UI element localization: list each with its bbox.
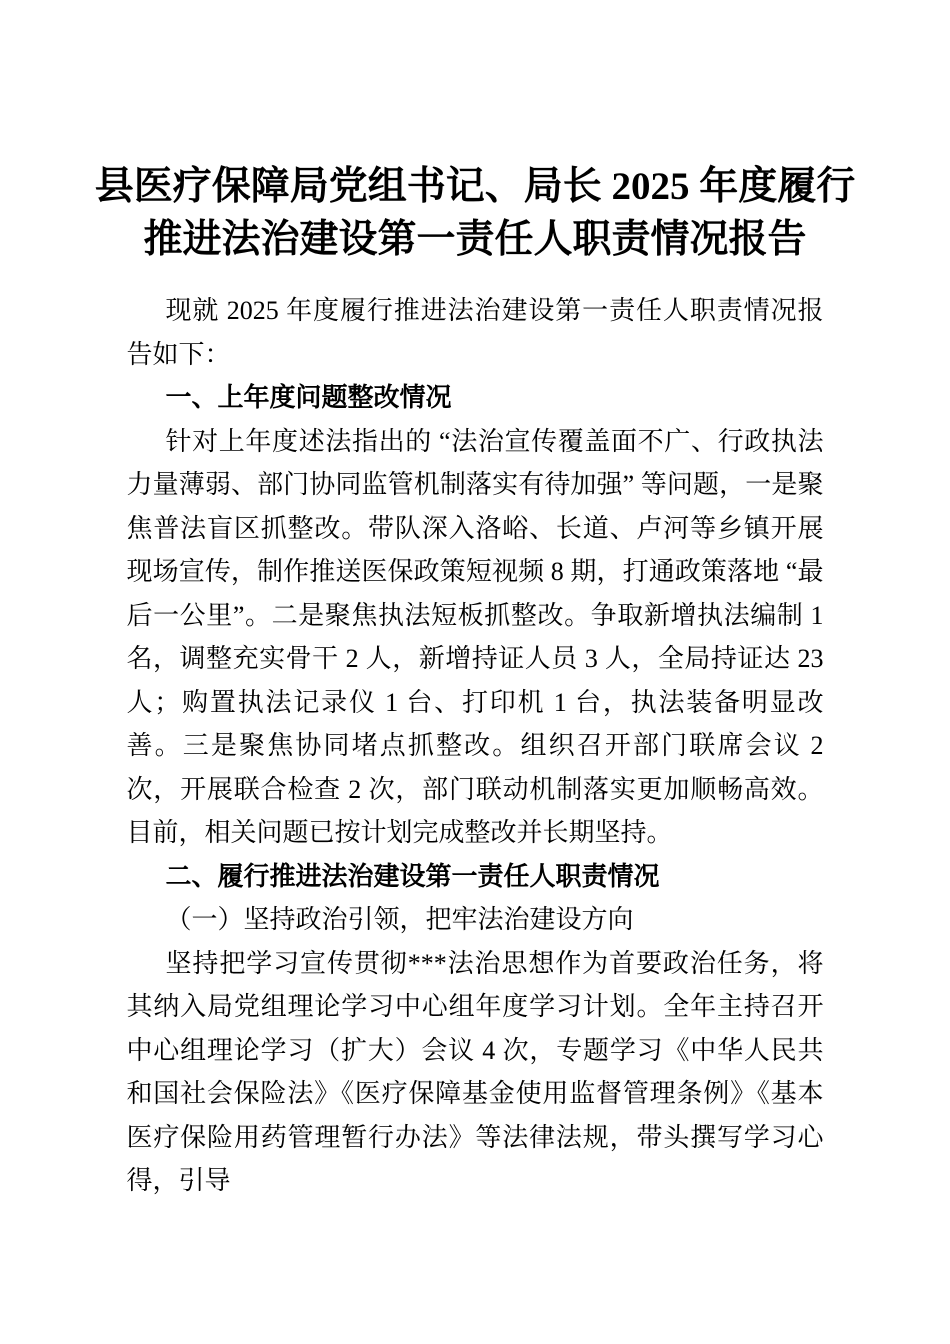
- document-title-line-2: 推进法治建设第一责任人职责情况报告: [143, 218, 807, 261]
- document-body: [127, 289, 824, 1203]
- document-title: [82, 160, 869, 266]
- sub-section-heading: （一）坚持政治引领，把牢法治建设方向: [165, 905, 634, 934]
- document-title-line-1: 县医疗保障局党组书记、局长 2025 年度履行: [94, 165, 856, 208]
- body-paragraph: 针对上年度述法指出的 “法治宣传覆盖面不广、行政执法力量薄弱、部门协同监管机制落实有待加强” 等问题，一是聚焦普法盲区抓整改。带队深入洛峪、长道、卢河等乡镇开展现场宣传，制作推送医保政策短视频 8 期，打通政策落地 “最后一公里”。二是聚焦执法短板抓整改。争取新增执法编制 1 名，调整充实骨干 2 人，新增持证人员 3 人，全局持证达 23 人；购置执法记录仪 1 台、打印机 1 台，执法装备明显改善。三是聚焦协同堵点抓整改。组织召开部门联席会议 2 次，开展联合检查 2 次，部门联动机制落实更加顺畅高效。目前，相关问题已按计划完成整改并长期坚持。: [126, 426, 824, 847]
- body-paragraph: 现就 2025 年度履行推进法治建设第一责任人职责情况报告如下：: [126, 296, 824, 369]
- section-heading: 二、履行推进法治建设第一责任人职责情况: [165, 861, 660, 891]
- body-paragraph: 坚持把学习宣传贯彻***法治思想作为首要政治任务，将其纳入局党组理论学习中心组年度学习计划。全年主持召开中心组理论学习（扩大）会议 4 次，专题学习《中华人民共和国社会保险法》《医疗保障基金使用监督管理条例》《基本医疗保险用药管理暂行办法》等法律法规，带头撰写学习心得，引导: [126, 948, 824, 1195]
- section-heading: 一、上年度问题整改情况: [165, 383, 452, 412]
- document-content: [94, 0, 856, 1203]
